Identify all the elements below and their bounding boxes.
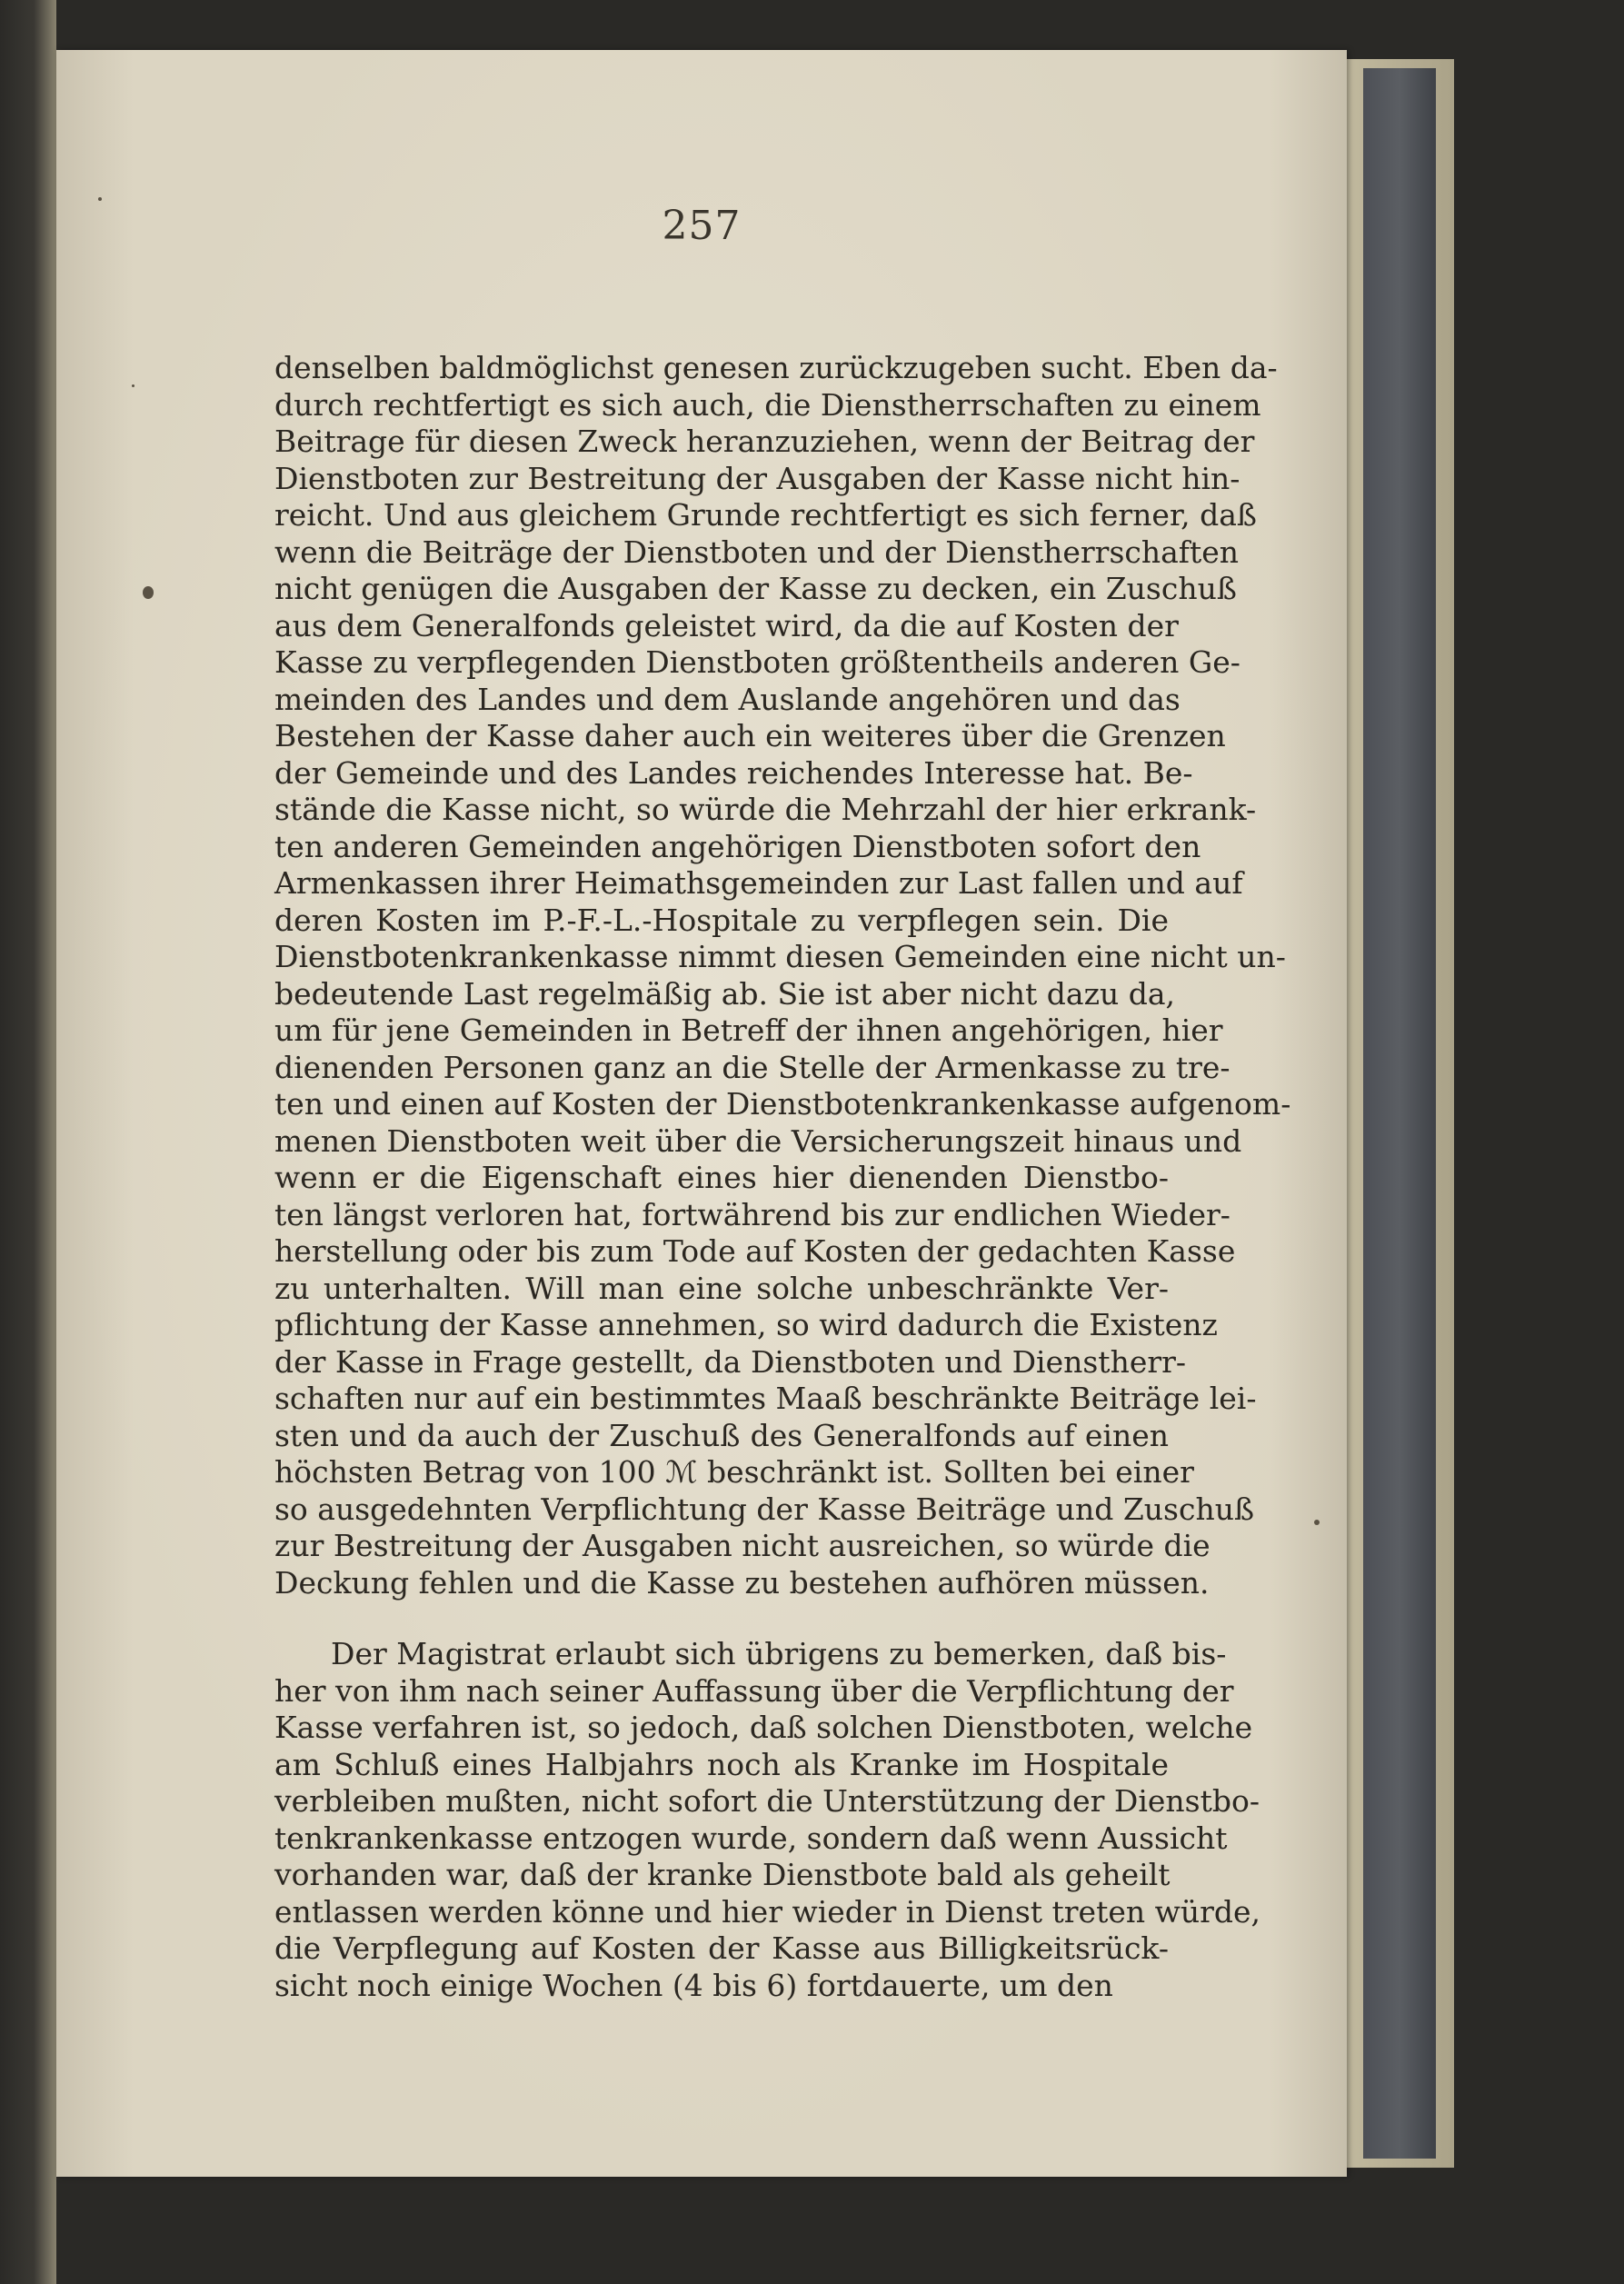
text-line: schaften nur auf ein bestimmtes Maaß beschränkte Beiträge lei-: [274, 1381, 1257, 1416]
text-line: Deckung fehlen und die Kasse zu bestehen aufhören müssen.: [274, 1564, 1210, 1601]
text-line: um für jene Gemeinden in Betreff der ihnen angehörigen, hier: [274, 1012, 1223, 1048]
text-line: entlassen werden könne und hier wieder in Dienst treten würde,: [274, 1893, 1261, 1930]
text-line: ten anderen Gemeinden angehörigen Dienstboten sofort den: [274, 828, 1201, 864]
text-line: sten und da auch der Zuschuß des Generalfonds auf einen: [274, 1417, 1169, 1453]
text-line: wenn er die Eigenschaft eines hier dienenden Dienstbo-: [274, 1160, 1169, 1195]
text-line: Dienstboten zur Bestreitung der Ausgaben der Kasse nicht hin-: [274, 460, 1240, 496]
text-line: ten längst verloren hat, fortwährend bis zur endlichen Wieder-: [274, 1196, 1230, 1232]
text-line: stände die Kasse nicht, so würde die Mehrzahl der hier erkrank-: [274, 792, 1257, 827]
text-line: sicht noch einige Wochen (4 bis 6) fortdauerte, um den: [274, 1967, 1113, 2003]
text-line: Kasse zu verpflegenden Dienstboten größtentheils anderen Ge-: [274, 644, 1240, 680]
text-line: Beitrage für diesen Zweck heranzuziehen, wenn der Beitrag der: [274, 424, 1255, 459]
text-line: so ausgedehnten Verpflichtung der Kasse Beiträge und Zuschuß: [274, 1491, 1255, 1527]
book-page: [56, 50, 1347, 2177]
text-line: meinden des Landes und dem Auslande angehören und das: [274, 681, 1181, 717]
paragraph-1: [274, 350, 1291, 1601]
text-line: höchsten Betrag von 100 ℳ beschränkt ist. Sollten bei einer: [274, 1454, 1194, 1490]
text-line: Der Magistrat erlaubt sich übrigens zu bemerken, daß bis-: [331, 1636, 1227, 1671]
text-line: Bestehen der Kasse daher auch ein weiteres über die Grenzen: [274, 718, 1226, 753]
page-number: 257: [662, 203, 742, 249]
paragraph-gap: [274, 1601, 1169, 1636]
text-line: Armenkassen ihrer Heimathsgemeinden zur Last fallen und auf: [274, 865, 1243, 901]
book-gutter-left: [0, 0, 56, 2284]
text-line: pflichtung der Kasse annehmen, so wird dadurch die Existenz: [274, 1307, 1218, 1342]
text-line: menen Dienstboten weit über die Versicherungszeit hinaus und: [274, 1122, 1242, 1159]
page-text: [274, 350, 1291, 2004]
paragraph-2: [274, 1636, 1261, 2004]
text-line: deren Kosten im P.-F.-L.-Hospitale zu verpflegen sein. Die: [274, 902, 1169, 938]
text-line: herstellung oder bis zum Tode auf Kosten der gedachten Kasse: [274, 1233, 1236, 1269]
text-line: ten und einen auf Kosten der Dienstbotenkrankenkasse aufgenom-: [274, 1086, 1291, 1122]
text-line: dienenden Personen ganz an die Stelle der Armenkasse zu tre-: [274, 1049, 1230, 1085]
book-cover-edge: [1363, 68, 1436, 2159]
text-line: wenn die Beiträge der Dienstboten und der Dienstherrschaften: [274, 534, 1240, 570]
text-line: am Schluß eines Halbjahrs noch als Kranke im Hospitale: [274, 1746, 1169, 1782]
text-line: her von ihm nach seiner Auffassung über die Verpflichtung der: [274, 1672, 1234, 1709]
text-line: nicht genügen die Ausgaben der Kasse zu decken, ein Zuschuß: [274, 571, 1237, 606]
text-line: der Kasse in Frage gestellt, da Dienstboten und Dienstherr-: [274, 1343, 1187, 1380]
text-line: durch rechtfertigt es sich auch, die Dienstherrschaften zu einem: [274, 386, 1261, 423]
text-line: Dienstbotenkrankenkasse nimmt diesen Gemeinden eine nicht un-: [274, 939, 1286, 974]
text-line: bedeutende Last regelmäßig ab. Sie ist aber nicht dazu da,: [274, 975, 1176, 1012]
text-line: reicht. Und aus gleichem Grunde rechtfertigt es sich ferner, daß: [274, 497, 1257, 533]
text-line: zur Bestreitung der Ausgaben nicht ausreichen, so würde die: [274, 1528, 1211, 1563]
text-line: verbleiben mußten, nicht sofort die Unterstützung der Dienstbo-: [274, 1783, 1260, 1819]
text-line: zu unterhalten. Will man eine solche unbeschränkte Ver-: [274, 1270, 1169, 1306]
text-line: tenkrankenkasse entzogen wurde, sondern daß wenn Aussicht: [274, 1820, 1228, 1856]
text-line: die Verpflegung auf Kosten der Kasse aus Billigkeitsrück-: [274, 1930, 1169, 1966]
text-line: aus dem Generalfonds geleistet wird, da die auf Kosten der: [274, 607, 1179, 643]
text-line: der Gemeinde und des Landes reichendes Interesse hat. Be-: [274, 754, 1193, 791]
text-line: denselben baldmöglichst genesen zurückzugeben sucht. Eben da-: [274, 350, 1278, 385]
text-line: Kasse verfahren ist, so jedoch, daß solchen Dienstboten, welche: [274, 1710, 1253, 1745]
text-line: vorhanden war, daß der kranke Dienstbote bald als geheilt: [274, 1857, 1171, 1892]
